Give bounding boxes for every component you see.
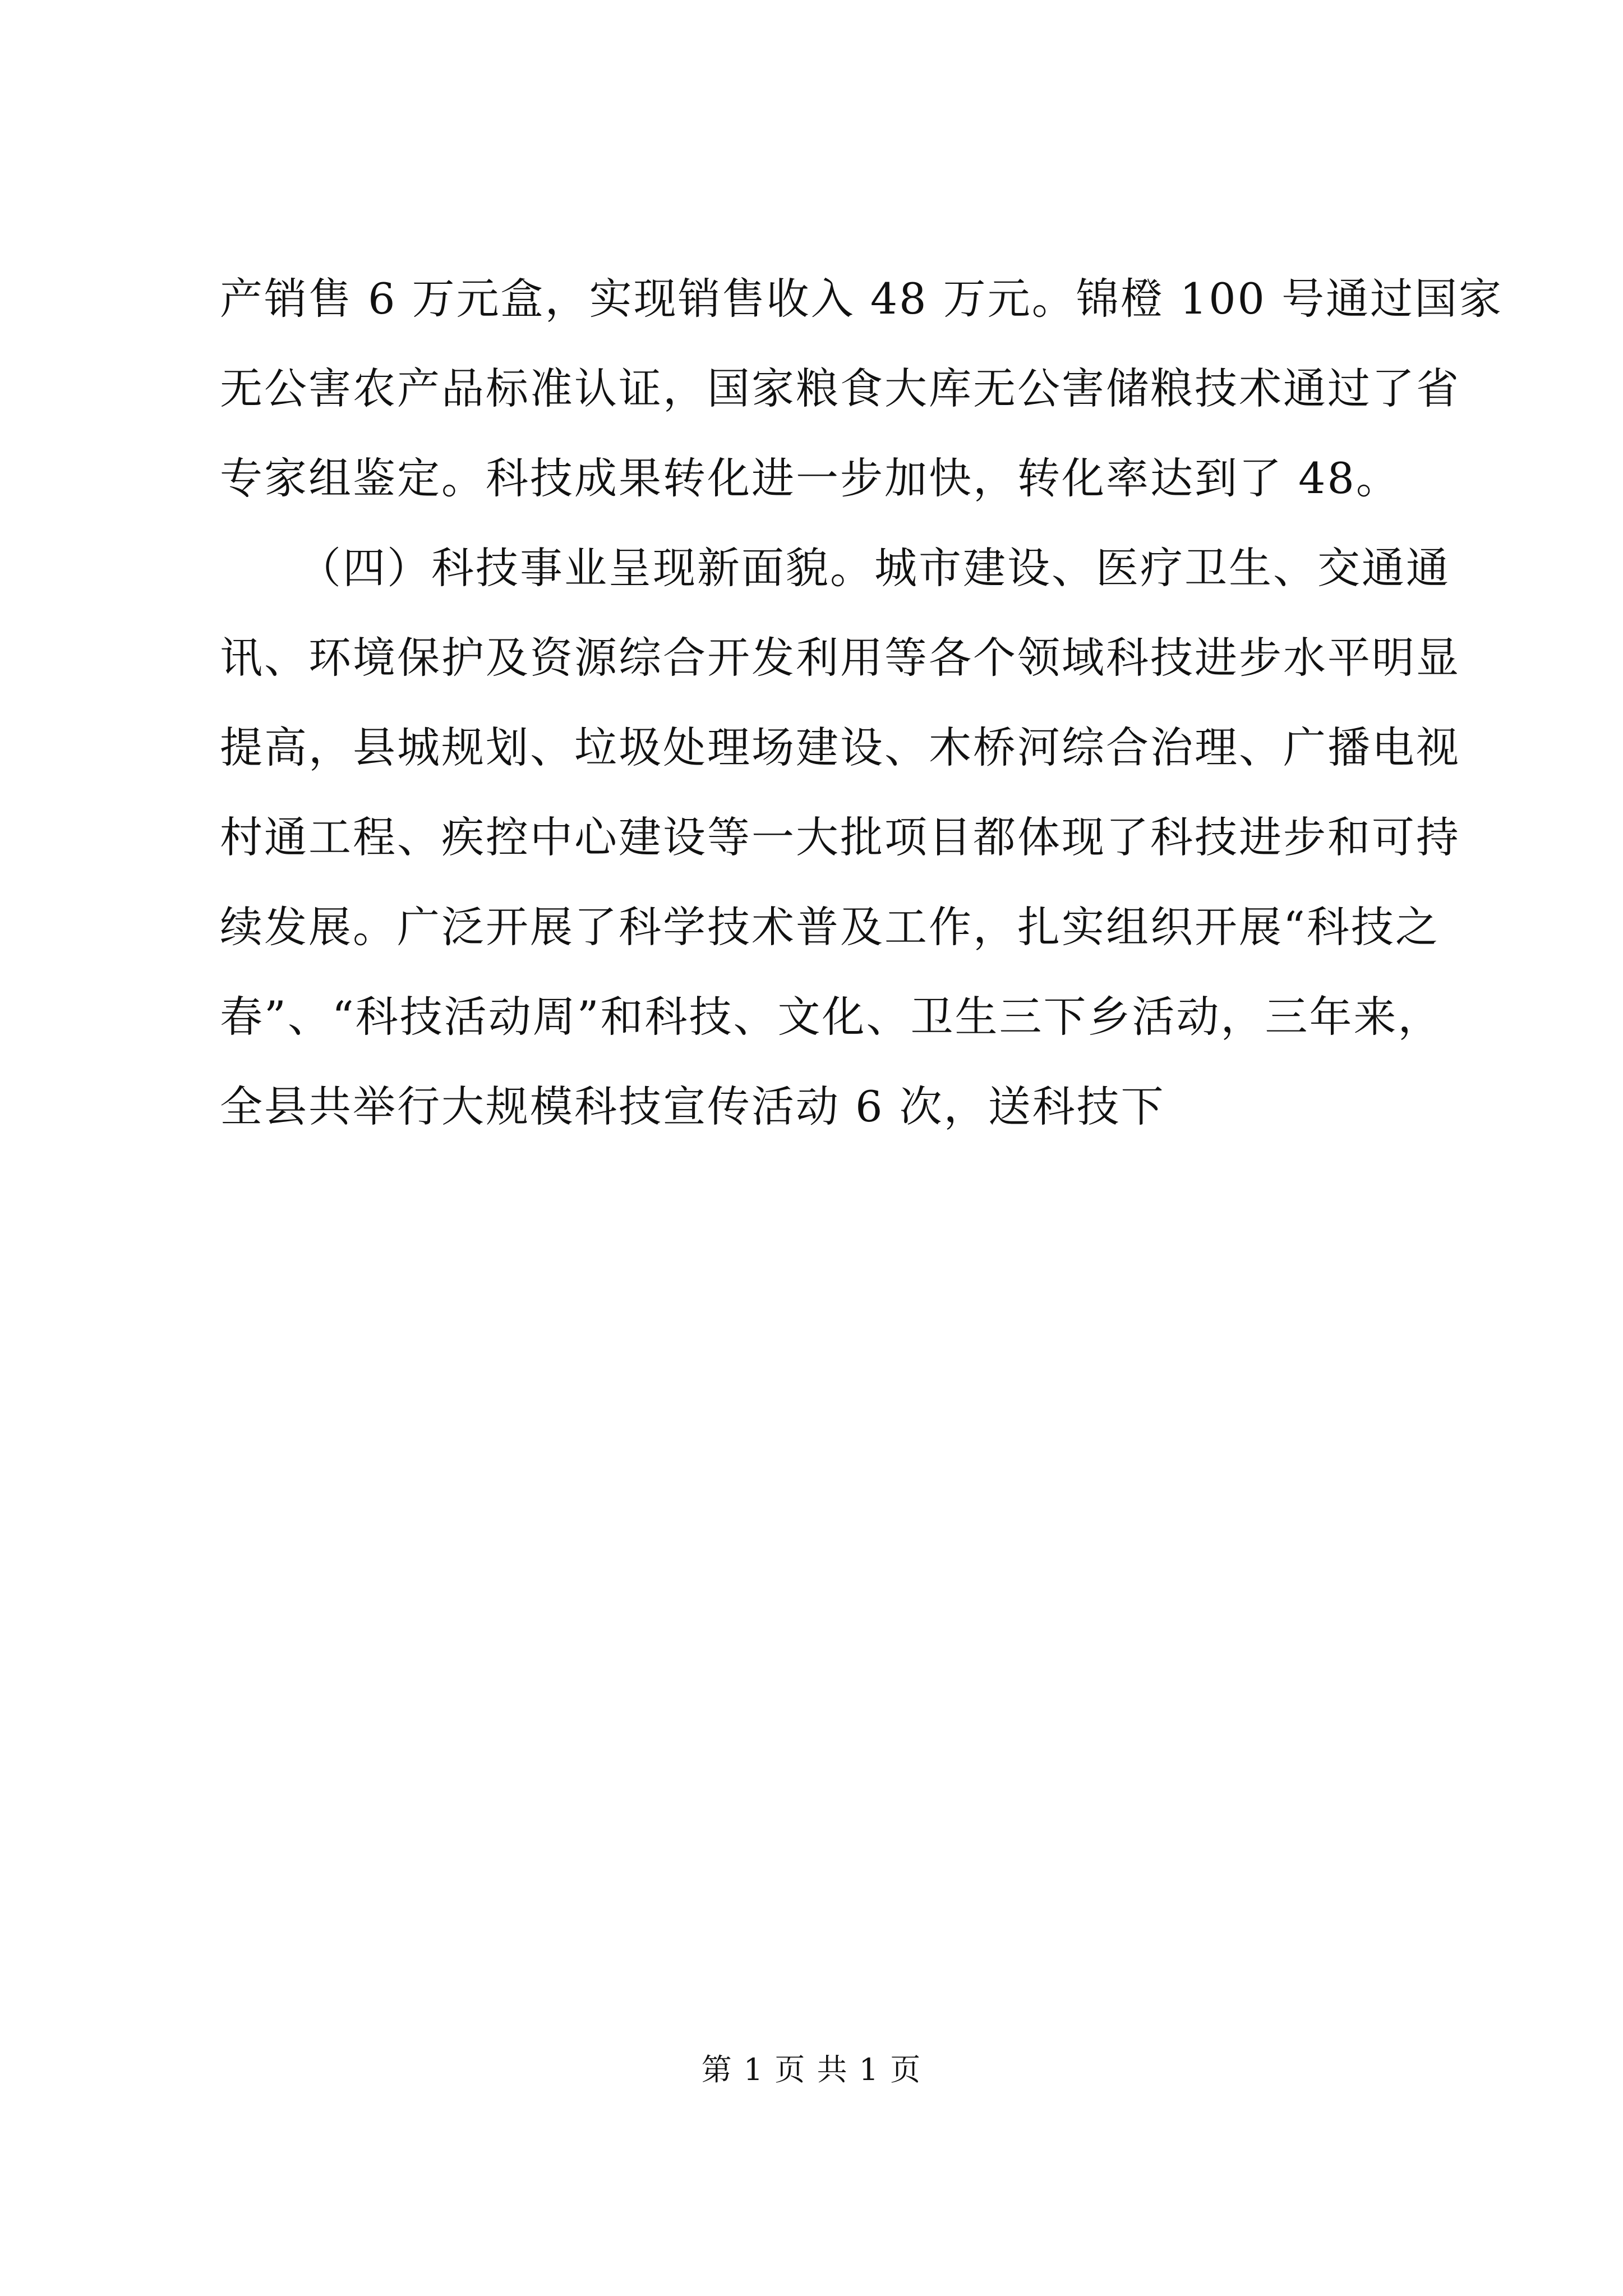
text-line: 续发展。广泛开展了科学技术普及工作，扎实组织开展“科技之: [220, 902, 1440, 952]
text-line: 产销售 6 万元盒，实现销售收入 48 万元。锦橙 100 号通过国家: [220, 274, 1504, 324]
text-line: 讯、环境保护及资源综合开发利用等各个领域科技进步水平明显: [220, 633, 1460, 683]
text-line: 提高，县城规划、垃圾处理场建设、木桥河综合治理、广播电视: [220, 723, 1460, 772]
text-line: 村通工程、疾控中心建设等一大批项目都体现了科技进步和可持: [220, 812, 1460, 862]
text-line: 全县共举行大规模科技宣传活动 6 次，送科技下: [220, 1082, 1165, 1131]
page-number-footer: 第 1 页 共 1 页: [701, 2052, 922, 2087]
text-line: 春”、“科技活动周”和科技、文化、卫生三下乡活动，三年来，: [220, 992, 1442, 1042]
text-line: 专家组鉴定。科技成果转化进一步加快，转化率达到了 48。: [220, 453, 1400, 503]
text-line: 无公害农产品标准认证，国家粮食大库无公害储粮技术通过了省: [220, 364, 1460, 413]
paragraph-start-line: （四）科技事业呈现新面貌。城市建设、医疗卫生、交通通: [298, 543, 1450, 593]
